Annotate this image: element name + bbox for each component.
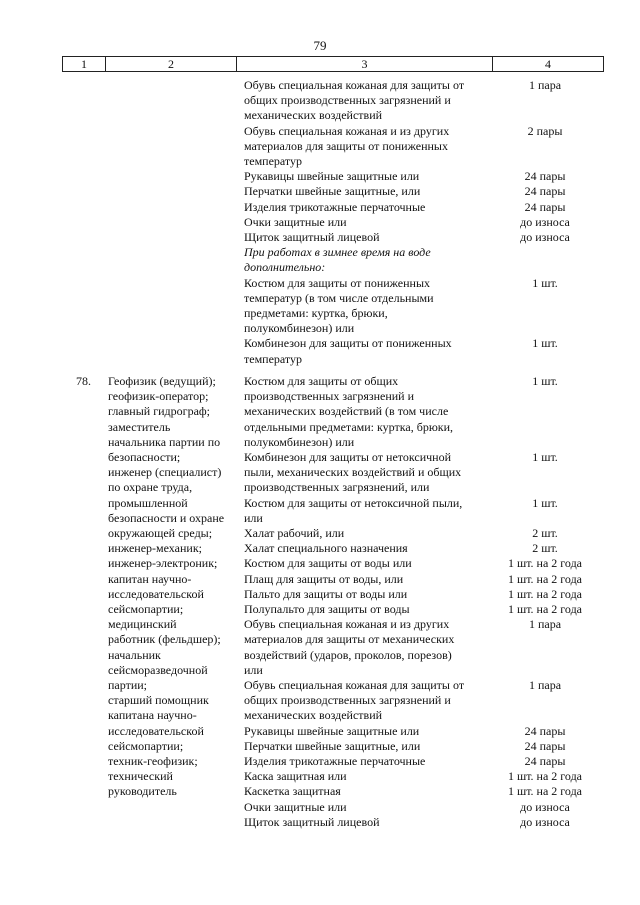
header-col-4: 4 — [545, 57, 551, 71]
item-quantity: до износа — [520, 230, 570, 244]
item-name-line: или — [244, 510, 263, 525]
item-quantity: 1 шт. — [532, 374, 558, 388]
item-quantity: 1 шт. на 2 года — [507, 586, 583, 601]
item-name-line: Костюм для защиты от пониженных — [244, 275, 431, 290]
item-name-line: Перчатки швейные защитные, или — [244, 184, 421, 199]
profession-line: партии; — [108, 678, 148, 692]
entry-number: 78. — [76, 374, 91, 388]
item-name-line: Полупальто для защиты от воды — [244, 602, 410, 616]
item-name-line: производственных загрязнений и — [244, 389, 415, 404]
item-name-line: Плащ для защиты от воды, или — [244, 571, 404, 586]
item-name-line: пыли, механических воздействий и общих — [244, 465, 462, 480]
item-quantity: 1 шт. — [532, 495, 558, 510]
profession-line: руководитель — [108, 784, 177, 799]
item-name-line: Рукавицы швейные защитные или — [244, 723, 420, 738]
profession-line: геофизик-оператор; — [108, 389, 209, 404]
profession-line: по охране труда, — [108, 480, 193, 495]
header-col-1: 1 — [81, 57, 87, 71]
profession-line: работник (фельдшер); — [108, 632, 221, 647]
item-name-line: общих производственных загрязнений и — [244, 93, 451, 108]
item-quantity: 24 пары — [524, 738, 566, 753]
table-header — [62, 56, 604, 72]
header-col-3: 3 — [361, 57, 368, 71]
item-name-line: или — [244, 662, 263, 677]
profession-line: начальник — [108, 647, 161, 662]
item-quantity: 24 пары — [524, 169, 566, 184]
item-name-line: материалов для защиты от пониженных — [244, 138, 448, 153]
item-name-line: Очки защитные или — [244, 799, 347, 814]
item-name-line: Обувь специальная кожаная и из других — [244, 617, 450, 632]
item-name-line: температур — [244, 351, 303, 366]
item-name-line: общих производственных загрязнений и — [244, 693, 451, 708]
item-name-line: Изделия трикотажные перчаточные — [244, 199, 426, 214]
item-name-line: полукомбинезон) или — [244, 321, 355, 336]
item-quantity: 1 шт. на 2 года — [507, 571, 583, 586]
profession-line: заместитель — [108, 419, 171, 434]
item-name-line: Обувь специальная кожаная для защиты от — [244, 78, 465, 92]
item-quantity: до износа — [520, 214, 570, 229]
item-quantity: 1 шт. на 2 года — [507, 784, 583, 799]
item-name-line: Щиток защитный лицевой — [244, 814, 380, 829]
item-quantity: 1 шт. на 2 года — [507, 769, 583, 784]
item-name-line: Каска защитная или — [244, 769, 347, 784]
profession-line: главный гидрограф; — [108, 404, 211, 419]
item-name-line: полукомбинезон) или — [244, 434, 355, 449]
item-name-line: производственных загрязнений, или — [244, 480, 430, 495]
item-name-line: Костюм для защиты от воды или — [244, 556, 412, 571]
item-quantity: 1 шт. — [532, 450, 558, 464]
item-name-line: Комбинезон для защиты от нетоксичной — [244, 450, 452, 464]
item-name-line: Обувь специальная кожаная и из других — [244, 123, 450, 138]
item-name-line: материалов для защиты от механических — [244, 632, 455, 647]
item-name-line: Халат рабочий, или — [244, 526, 345, 540]
item-quantity: 1 шт. на 2 года — [507, 556, 583, 571]
item-quantity: 24 пары — [524, 199, 566, 214]
item-quantity: 2 пары — [527, 123, 563, 138]
item-name-line: Костюм для защиты от нетоксичной пыли, — [244, 495, 463, 510]
profession-line: медицинский — [108, 617, 177, 632]
profession-line: сейсмопартии; — [108, 738, 184, 753]
profession-line: окружающей среды; — [108, 526, 213, 540]
profession-line: старший помощник — [108, 693, 209, 708]
profession-line: сейсморазведочной — [108, 662, 208, 677]
item-name-line: температур (в том числе отдельными — [244, 290, 434, 305]
item-quantity: до износа — [520, 799, 570, 814]
item-quantity: 1 пара — [528, 617, 562, 632]
item-name-line: механических воздействий — [244, 108, 383, 123]
item-name-line: Щиток защитный лицевой — [244, 230, 380, 244]
item-name-line: отдельными предметами: куртка, брюки, — [244, 419, 454, 434]
item-quantity: 1 шт. — [532, 275, 558, 290]
page-number: 79 — [313, 38, 327, 53]
profession-line: безопасности и охране — [108, 510, 225, 525]
item-name-line: Костюм для защиты от общих — [244, 374, 399, 388]
profession-line: капитана научно- — [108, 708, 197, 723]
item-quantity: 24 пары — [524, 184, 566, 199]
note-line: При работах в зимнее время на воде — [244, 245, 431, 260]
item-name-line: Пальто для защиты от воды или — [244, 586, 408, 601]
item-name-line: Обувь специальная кожаная для защиты от — [244, 678, 465, 692]
item-name-line: Халат специального назначения — [244, 541, 408, 556]
profession-line: начальника партии по — [108, 434, 221, 449]
profession-line: капитан научно- — [108, 571, 192, 586]
profession-line: инженер-электроник; — [108, 556, 218, 571]
item-name-line: Рукавицы швейные защитные или — [244, 169, 420, 184]
profession-line: исследовательской — [108, 723, 204, 738]
profession-line: Геофизик (ведущий); — [108, 374, 216, 388]
profession-line: безопасности; — [108, 450, 181, 464]
item-quantity: 2 шт. — [532, 541, 558, 556]
note-line: дополнительно: — [244, 260, 326, 275]
item-name-line: Очки защитные или — [244, 214, 347, 229]
item-quantity: 1 пара — [528, 78, 562, 92]
item-name-line: температур — [244, 154, 303, 168]
item-quantity: 24 пары — [524, 754, 566, 768]
item-quantity: 1 пара — [528, 678, 562, 692]
profession-line: исследовательской — [108, 586, 204, 601]
item-quantity: 1 шт. — [532, 336, 558, 351]
profession-line: сейсмопартии; — [108, 602, 184, 616]
item-name-line: Изделия трикотажные перчаточные — [244, 754, 426, 768]
profession-line: промышленной — [108, 495, 188, 510]
header-col-2: 2 — [168, 57, 174, 71]
item-quantity: 1 шт. на 2 года — [507, 602, 583, 616]
profession-line: технический — [108, 769, 173, 784]
item-quantity: до износа — [520, 814, 570, 829]
profession-line: техник-геофизик; — [108, 754, 198, 768]
item-name-line: Перчатки швейные защитные, или — [244, 738, 421, 753]
profession-line: инженер-механик; — [108, 541, 202, 556]
item-name-line: воздействий (ударов, проколов, порезов) — [244, 647, 452, 662]
profession-line: инженер (специалист) — [108, 465, 222, 480]
item-name-line: Комбинезон для защиты от пониженных — [244, 336, 452, 351]
item-quantity: 2 шт. — [532, 526, 558, 540]
item-name-line: Каскетка защитная — [244, 784, 341, 799]
item-name-line: предметами: куртка, брюки, — [244, 306, 388, 320]
item-name-line: механических воздействий (в том числе — [244, 404, 449, 419]
item-name-line: механических воздействий — [244, 708, 383, 723]
item-quantity: 24 пары — [524, 723, 566, 738]
